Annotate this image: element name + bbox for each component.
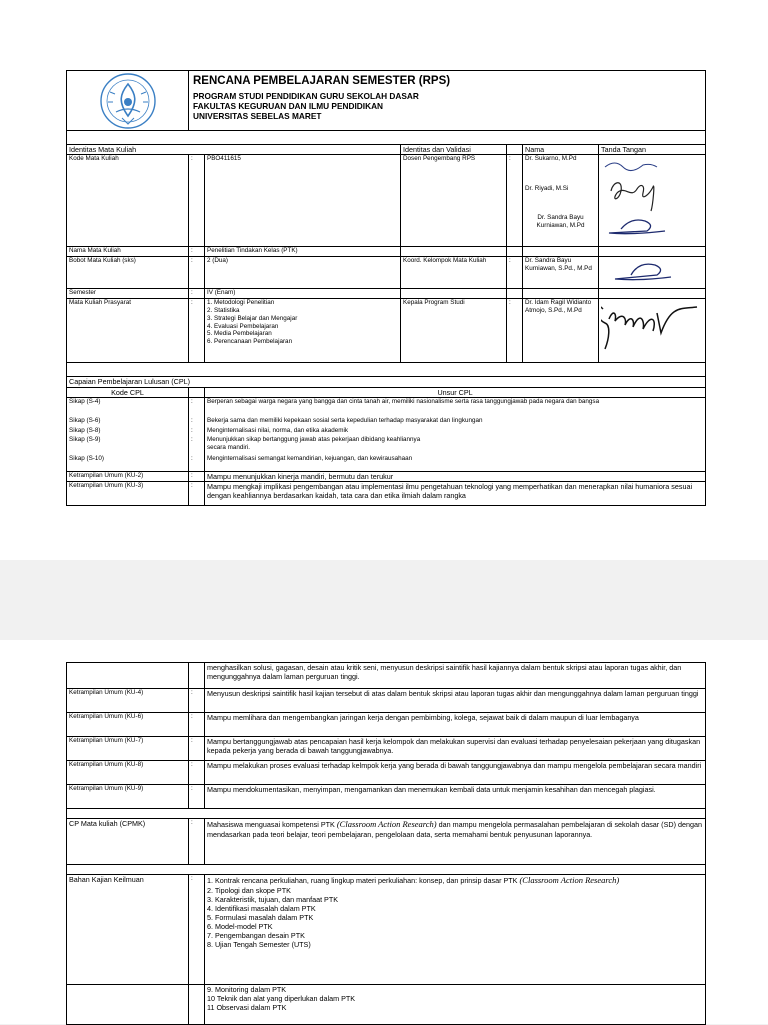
cpl-code: Sikap (S-4)	[69, 398, 101, 405]
signature-icon	[601, 299, 701, 359]
bahan-list	[205, 875, 706, 985]
dosen-signatures	[599, 155, 706, 247]
dosen-name-3: Dr. Sandra Bayu Kurniawan, M.Pd	[536, 213, 585, 229]
kaprodi-signature	[599, 299, 706, 363]
empty-cell	[523, 289, 599, 299]
cpl-code: Ketrampilan Umum (KU-4)	[67, 689, 189, 713]
list-item-italic: (Classroom Action Research)	[519, 875, 620, 885]
colon: :	[191, 398, 193, 405]
list-item: 8. Ujian Tengah Semester (UTS)	[207, 939, 311, 949]
list-item: 9. Monitoring dalam PTK	[207, 985, 287, 994]
list-item: 2. Statistika	[207, 306, 240, 314]
col-unsur-cpl: Unsur CPL	[205, 388, 706, 398]
dosen-names	[523, 155, 599, 247]
cpl-text: Berperan sebagai warga negara yang bangga dan cinta tanah air, memiliki nasionalisme serta rasa tanggungjawab pada negara dan bangsa	[207, 398, 600, 405]
header-cell	[189, 71, 706, 131]
bahan-list-continued	[205, 985, 706, 1025]
colon: :	[189, 819, 205, 865]
kaprodi-label: Kepala Program Studi	[401, 299, 507, 363]
cpmk-text-end: dan mampu mengelola permasalahan pembelajaran di sekolah dasar (SD) dengan mendasarkan pada teori belajar, teori pembelajaran, pengelolaan data, serta memahami bentuk penyusunan laporannya.	[207, 820, 702, 839]
signature-icon	[601, 257, 701, 287]
cpl-text: Mampu mendokumentasikan, menyimpan, mengamankan dan menemukan kembali data untuk menjamin kesahihan dan mencegah plagiasi.	[205, 785, 706, 809]
kode-value: PBO411615	[205, 155, 401, 247]
empty-cell	[507, 289, 523, 299]
cpl-text: Menginternalisasi semangat kemandirian, kejuangan, dan kewirausahaan	[207, 455, 413, 462]
cpl-text: Mampu memlihara dan mengembangkan jaringan kerja dengan pembimbing, kolega, sejawat baik di dalam maupun di luar lembaganya	[205, 713, 706, 737]
document-page-2	[0, 640, 768, 1024]
colon: :	[191, 417, 193, 424]
list-item: 3. Strategi Belajar dan Mengajar	[207, 314, 298, 322]
cpl-code: Ketrampilan Umum (KU-6)	[67, 713, 189, 737]
list-item: 5. Formulasi masalah dalam PTK	[207, 912, 314, 922]
cpl-code: Sikap (S-10)	[69, 455, 104, 462]
list-item: 3. Karakteristik, tujuan, dan manfaat PTK	[207, 894, 339, 904]
colon: :	[189, 689, 205, 713]
list-item: 4. Identifikasi masalah dalam PTK	[207, 903, 316, 913]
colon-column	[189, 398, 205, 472]
nama-label: Nama Mata Kuliah	[67, 247, 189, 257]
empty-cell	[599, 289, 706, 299]
cpl-text: Menginternalisasi nilai, norma, dan etika akademik	[207, 427, 349, 434]
ku2-code: Ketrampilan Umum (KU-2)	[67, 472, 189, 482]
kode-label: Kode Mata Kuliah	[67, 155, 189, 247]
dosen-name-1: Dr. Sukarno, M.Pd	[525, 155, 577, 162]
list-item: 5. Media Pembelajaran	[207, 330, 272, 338]
dosen-label: Dosen Pengembang RPS	[401, 155, 507, 247]
empty-cell	[189, 985, 205, 1025]
cpmk-text-start: Mahasiswa menguasai kompetensi PTK	[207, 820, 337, 829]
bahan-label: Bahan Kajian Keilmuan	[67, 875, 189, 985]
colon: :	[191, 436, 193, 443]
bobot-value: 2 (Dua)	[205, 257, 401, 289]
colon: :	[189, 761, 205, 785]
colon: :	[191, 427, 193, 434]
empty-cell	[189, 663, 205, 689]
university-seal-icon	[96, 72, 160, 130]
signature-icon	[601, 155, 701, 245]
empty-cell	[401, 289, 507, 299]
spacer-row	[67, 131, 706, 145]
list-item: 1. Metodologi Penelitian	[207, 299, 275, 306]
colon: :	[189, 713, 205, 737]
logo-cell	[67, 71, 189, 131]
cpl-code: Ketrampilan Umum (KU-9)	[67, 785, 189, 809]
colon: :	[189, 155, 205, 247]
list-item: 4. Evaluasi Pembelajaran	[207, 322, 279, 330]
koord-signature	[599, 257, 706, 289]
empty-cell	[67, 985, 189, 1025]
colon: :	[189, 875, 205, 985]
cpl-text: Menunjukkan sikap bertanggung jawab atas pekerjaan dibidang keahliannya secara mandiri.	[207, 436, 421, 451]
colon: :	[189, 247, 205, 257]
cpl-text: Mampu melakukan proses evaluasi terhadap kelmpok kerja yang berada di bawah tanggungjawabnya dan mampu mengelola pembelajaran secara mandiri	[205, 761, 706, 785]
spacer-row	[67, 363, 706, 377]
cpmk-text-italic: (Classroom Action Research)	[336, 819, 437, 829]
list-item	[207, 875, 703, 886]
colon: :	[191, 455, 193, 462]
nama-value: Penelitian Tindakan Kelas (PTK)	[205, 247, 401, 257]
cpl-code: Sikap (S-8)	[69, 427, 101, 434]
colon: :	[189, 472, 205, 482]
list-item-text: 1. Kontrak rencana perkuliahan, ruang lingkup materi perkuliahan: konsep, dan prinsip dasar PTK	[207, 876, 520, 885]
col-validasi-header: Identitas dan Validasi	[401, 145, 507, 155]
cpl-texts	[205, 398, 706, 472]
empty-cell	[523, 247, 599, 257]
colon: :	[507, 299, 523, 363]
cpl-text: Bekerja sama dan memiliki kepekaan sosial serta kepedulian terhadap masyarakat dan lingkungan	[207, 417, 483, 424]
empty-cell	[507, 247, 523, 257]
document-title: RENCANA PEMBELAJARAN SEMESTER (RPS)	[193, 75, 451, 87]
ku3-text: Mampu mengkaji implikasi pengembangan atau implementasi ilmu pengetahuan teknologi yang memperhatikan dan menerapkan nilai humaniora sesuai dengan keahliannya berdasarkan kaidah, tata cara dan etika ilmiah dalam rangka	[205, 482, 706, 506]
cpmk-text	[205, 819, 706, 865]
bobot-label: Bobot Mata Kuliah (sks)	[67, 257, 189, 289]
colon: :	[189, 737, 205, 761]
spacer-row	[67, 809, 706, 819]
prasyarat-label: Mata Kuliah Prasyarat	[67, 299, 189, 363]
semester-label: Semester	[67, 289, 189, 299]
list-item: 6. Model-model PTK	[207, 921, 273, 931]
list-item: 6. Perencanaan Pembelajaran	[207, 338, 293, 346]
empty-cell	[599, 247, 706, 257]
col-ttd-header: Tanda Tangan	[599, 145, 706, 155]
rps-table-page-2	[66, 662, 706, 1025]
ku3-text-continued: menghasilkan solusi, gagasan, desain atau kritik seni, menyusun deskripsi saintifik hasil kajiannya dalam bentuk skripsi atau laporan tugas akhir, dan mengunggahnya dalam laman perguruan tinggi.	[205, 663, 706, 689]
col-kode-cpl: Kode CPL	[67, 388, 189, 398]
ku2-text: Mampu menunjukkan kinerja mandiri, bermutu dan terukur	[205, 472, 706, 482]
list-item: 7. Pengembangan desain PTK	[207, 930, 305, 940]
semester-value: IV (Enam)	[205, 289, 401, 299]
rps-table-page-1	[66, 70, 706, 506]
cpl-code: Ketrampilan Umum (KU-8)	[67, 761, 189, 785]
empty-cell	[189, 388, 205, 398]
cpl-section-title: Capaian Pembelajaran Lulusan (CPL)	[67, 377, 706, 388]
col-identitas-header: Identitas Mata Kuliah	[67, 145, 401, 155]
empty-cell	[67, 663, 189, 689]
empty-cell	[401, 247, 507, 257]
list-item: 11 Observasi dalam PTK	[207, 1003, 287, 1012]
dosen-name-2: Dr. Riyadi, M.Si	[525, 184, 569, 192]
cpmk-label: CP Mata kuliah (CPMK)	[67, 819, 189, 865]
ku3-code: Ketrampilan Umum (KU-3)	[67, 482, 189, 506]
colon: :	[189, 299, 205, 363]
koord-name: Dr. Sandra Bayu Kurniawan, S.Pd., M.Pd	[523, 257, 599, 289]
university-name: UNIVERSITAS SEBELAS MARET	[193, 111, 322, 122]
spacer-row	[67, 865, 706, 875]
prasyarat-list	[205, 299, 401, 363]
colon: :	[189, 289, 205, 299]
list-item: 10 Teknik dan alat yang diperlukan dalam PTK	[207, 994, 356, 1003]
cpl-text: Mampu bertanggungjawab atas pencapaian hasil kerja kelompok dan melakukan supervisi dan evaluasi terhadap penyelesaian pekerjaan yang ditugaskan kepada pekerja yang berada di bawah tanggungjawabnya.	[205, 737, 706, 761]
cpl-text: Menyusun deskripsi saintifik hasil kajian tersebut di atas dalam bentuk skripsi atau laporan tugas akhir dan mengunggahnya dalam laman perguruan tinggi	[205, 689, 706, 713]
col-nama-header: Nama	[523, 145, 599, 155]
colon: :	[507, 155, 523, 247]
faculty-name: FAKULTAS KEGURUAN DAN ILMU PENDIDIKAN	[193, 101, 384, 112]
koord-label: Koord. Kelompok Mata Kuliah	[401, 257, 507, 289]
cpl-code: Ketrampilan Umum (KU-7)	[67, 737, 189, 761]
colon: :	[189, 257, 205, 289]
cpl-code: Sikap (S-6)	[69, 417, 101, 424]
cpl-code: Sikap (S-9)	[69, 436, 101, 443]
cpl-codes	[67, 398, 189, 472]
colon: :	[189, 482, 205, 506]
program-name: PROGRAM STUDI PENDIDIKAN GURU SEKOLAH DASAR	[193, 91, 419, 102]
kaprodi-name: Dr. Idam Ragil Widianto Atmojo, S.Pd., M.Pd	[523, 299, 599, 363]
list-item: 2. Tipologi dan skope PTK	[207, 885, 291, 895]
empty-cell	[507, 145, 523, 155]
colon: :	[189, 785, 205, 809]
colon: :	[507, 257, 523, 289]
